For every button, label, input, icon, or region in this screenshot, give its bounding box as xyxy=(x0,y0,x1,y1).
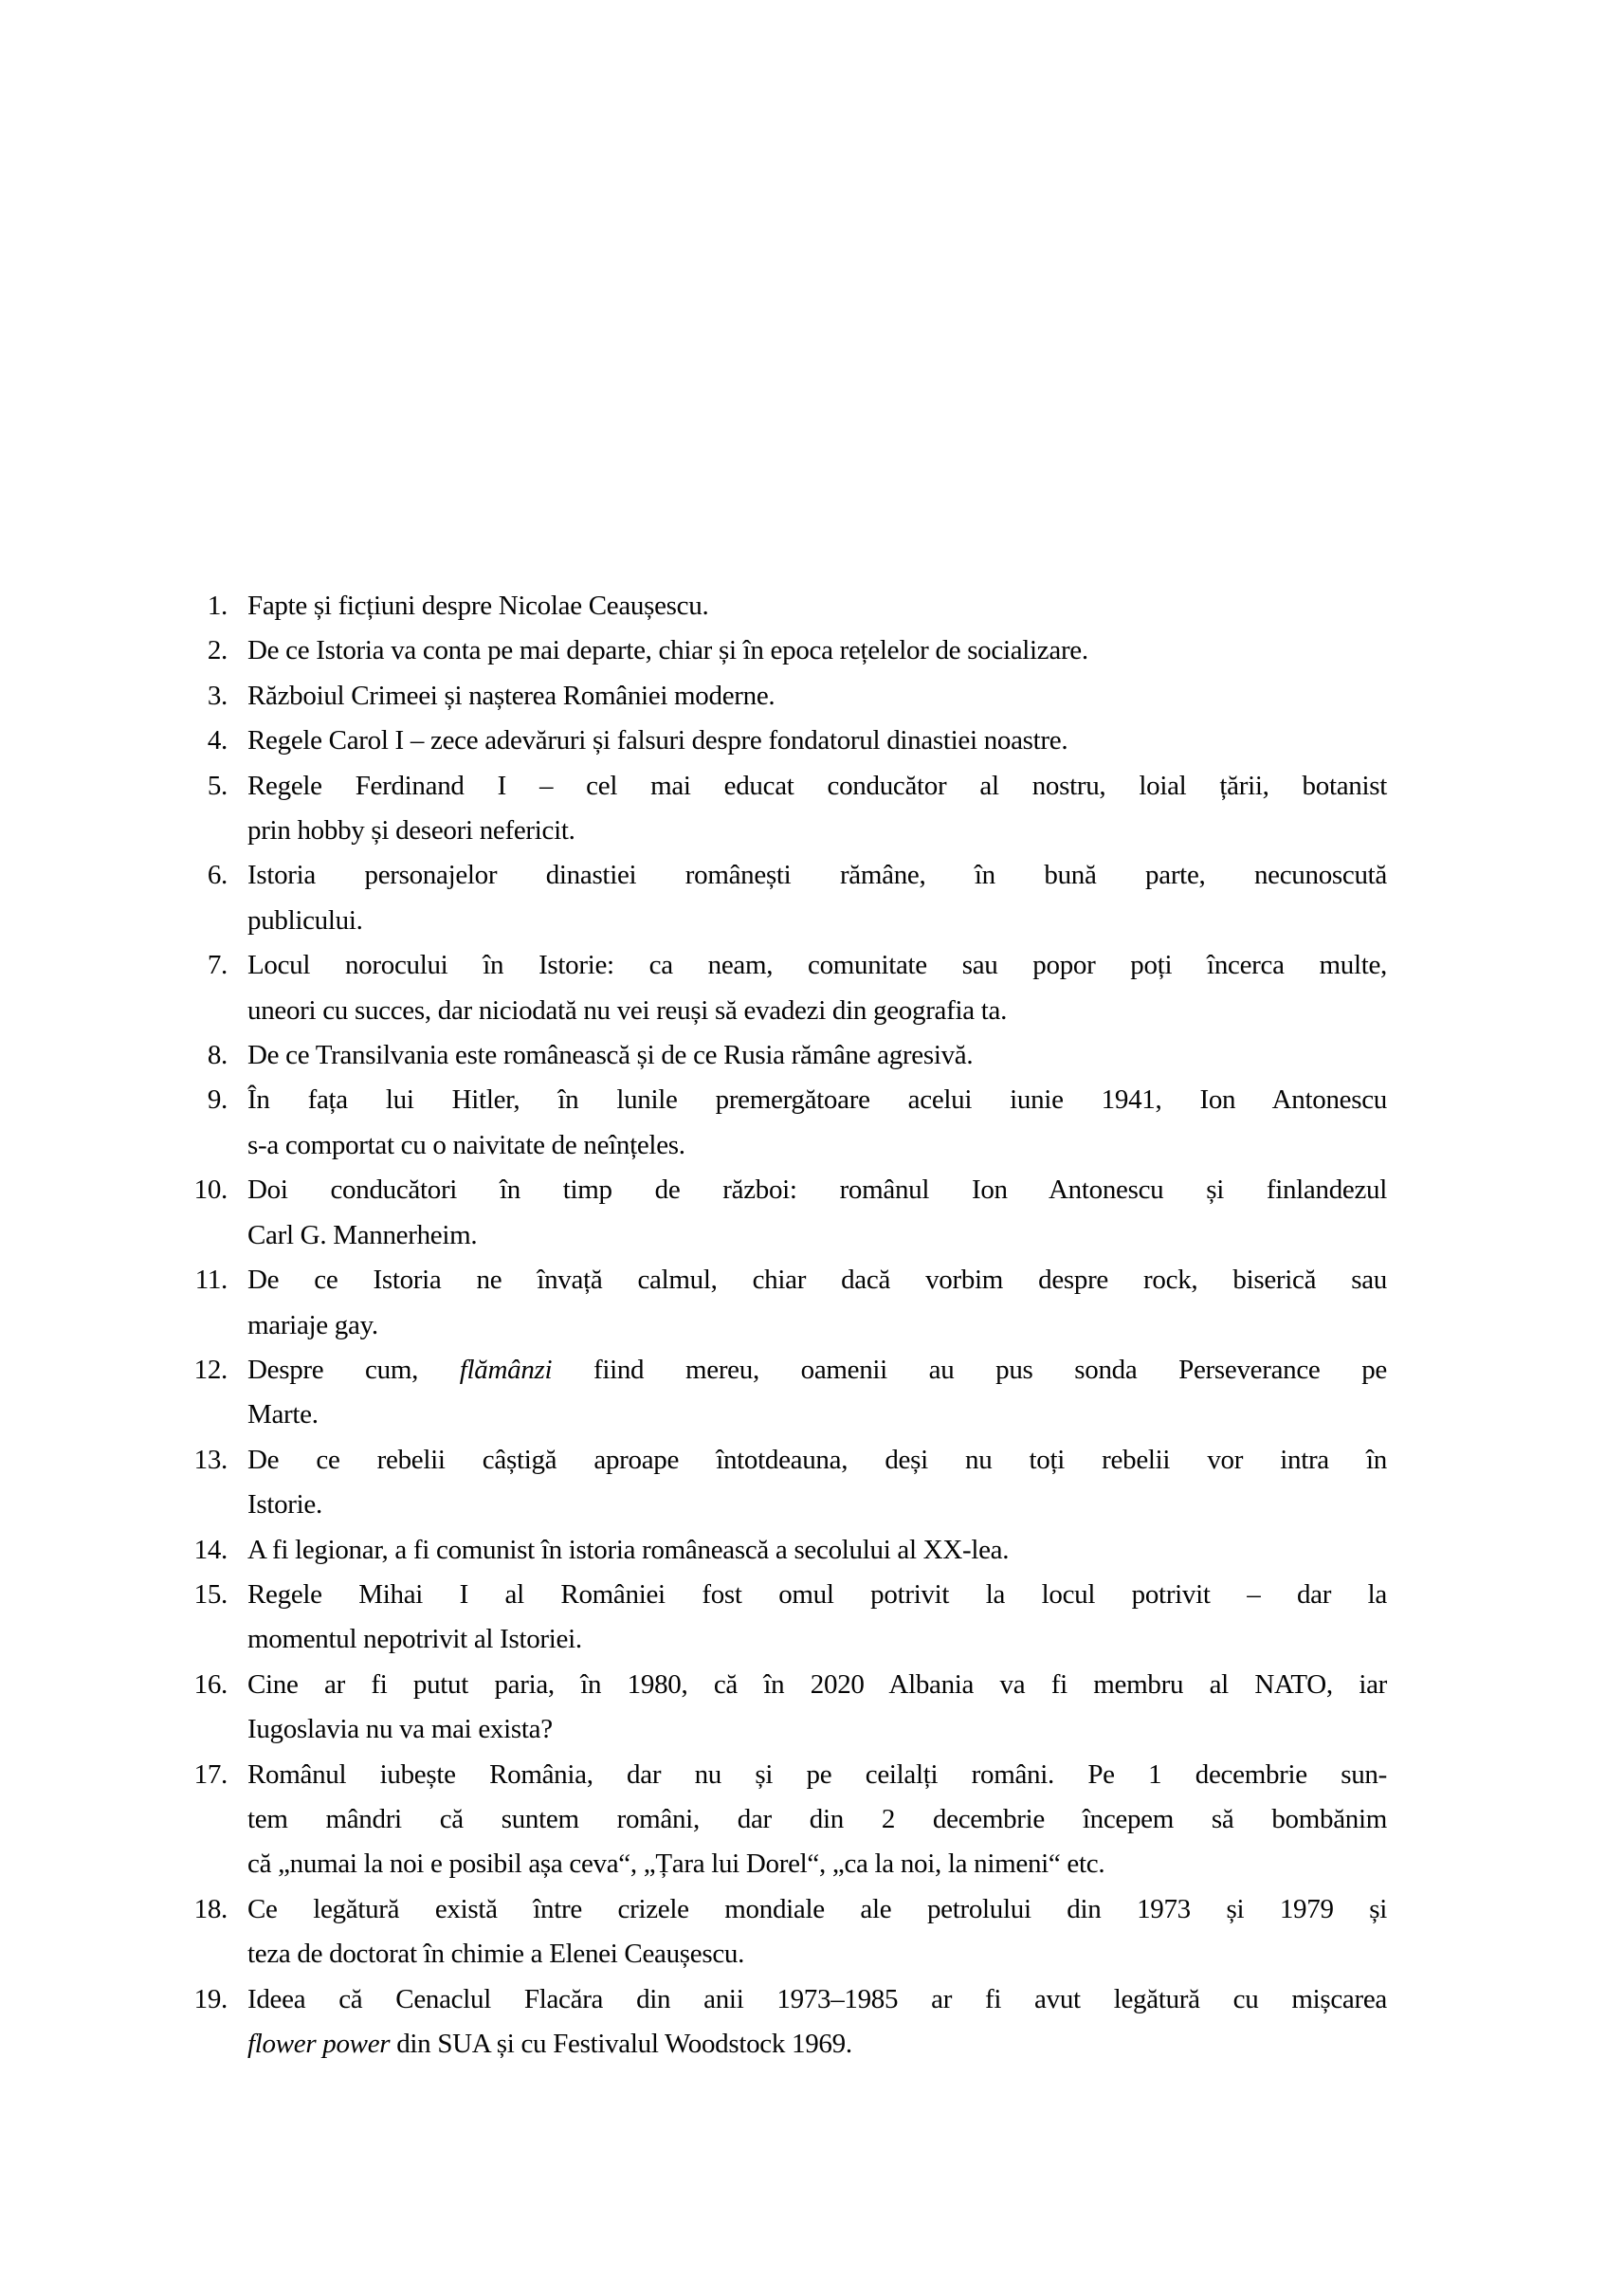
text-run: A fi legionar, a fi comunist în istoria românească a secolului al XX-lea. xyxy=(247,1534,1010,1565)
text-run: momentul nepotrivit al Istoriei. xyxy=(247,1624,582,1655)
list-item xyxy=(180,1078,1387,1168)
text-run: De ce Istoria ne învață calmul, chiar dacă vorbim despre rock, biserică sau xyxy=(247,1265,1387,1296)
list-item xyxy=(180,1258,1387,1348)
text-run: Cine ar fi putut paria, în 1980, că în 2020 Albania va fi membru al NATO, iar xyxy=(247,1668,1387,1700)
italic-run: flower power xyxy=(247,2029,391,2059)
item-line xyxy=(247,1617,1387,1662)
item-line xyxy=(247,1707,1387,1752)
item-number: 19. xyxy=(193,1983,228,2014)
text-run: Carl G. Mannerheim. xyxy=(247,1219,478,1250)
text-run: De ce Transilvania este românească și de ce Rusia rămâne agresivă. xyxy=(247,1040,974,1071)
list-item xyxy=(180,1887,1387,1977)
list-item xyxy=(180,943,1387,1033)
item-line xyxy=(247,899,1387,943)
item-line xyxy=(247,809,1387,853)
text-run: mariaje gay. xyxy=(247,1309,378,1340)
item-number: 7. xyxy=(207,950,228,981)
text-run: Regele Carol I – zece adevăruri și falsuri despre fondatorul dinastiei noastre. xyxy=(247,725,1068,756)
list-item xyxy=(180,1438,1387,1528)
text-run: Locul norocului în Istorie: ca neam, comunitate sau popor poți încerca multe, xyxy=(247,950,1387,981)
text-run: Românul iubește România, dar nu și pe ceilalți români. Pe 1 decembrie sun- xyxy=(247,1758,1387,1790)
item-line xyxy=(247,764,1387,809)
item-number: 14. xyxy=(193,1534,228,1565)
item-line xyxy=(247,1483,1387,1527)
text-run: De ce Istoria va conta pe mai departe, chiar și în epoca rețelelor de socializare. xyxy=(247,635,1088,666)
item-number: 8. xyxy=(207,1040,228,1071)
item-line xyxy=(247,1033,1387,1078)
item-number: 17. xyxy=(193,1758,228,1790)
list-item xyxy=(180,1168,1387,1258)
text-run: Ce legătură există între crizele mondiale ale petrolului din 1973 și 1979 și xyxy=(247,1893,1387,1924)
list-item xyxy=(180,1753,1387,1887)
item-number: 5. xyxy=(207,770,228,801)
list-item xyxy=(180,1033,1387,1078)
item-line xyxy=(247,674,1387,719)
text-run: că „numai la noi e posibil așa ceva“, „Țara lui Dorel“, „ca la noi, la nimeni“ etc. xyxy=(247,1849,1105,1880)
item-line xyxy=(247,1528,1387,1573)
item-line xyxy=(247,1887,1387,1932)
item-line xyxy=(247,628,1387,673)
item-line xyxy=(247,1303,1387,1348)
item-number: 13. xyxy=(193,1444,228,1475)
text-run: Regele Mihai I al României fost omul potrivit la locul potrivit – dar la xyxy=(247,1578,1387,1610)
item-line xyxy=(247,1258,1387,1302)
text-run: Marte. xyxy=(247,1399,319,1430)
text-run: Doi conducători în timp de război: românul Ion Antonescu și finlandezul xyxy=(247,1175,1387,1206)
item-line xyxy=(247,943,1387,988)
item-line xyxy=(247,1123,1387,1168)
item-number: 4. xyxy=(207,725,228,756)
text-run: Fapte și ficțiuni despre Nicolae Ceaușescu. xyxy=(247,591,709,621)
list-item xyxy=(180,584,1387,628)
text-run: Despre cum, xyxy=(247,1354,460,1385)
text-run: În fața lui Hitler, în lunile premergătoare acelui iunie 1941, Ion Antonescu xyxy=(247,1084,1387,1116)
text-run: fiind mereu, oamenii au pus sonda Perseverance pe xyxy=(552,1354,1387,1385)
item-number: 18. xyxy=(193,1893,228,1924)
text-run: publicului. xyxy=(247,904,363,936)
italic-run: flămânzi xyxy=(459,1354,553,1385)
item-number: 3. xyxy=(207,680,228,711)
list-item xyxy=(180,1348,1387,1438)
item-line xyxy=(247,1213,1387,1258)
text-run: prin hobby și deseori nefericit. xyxy=(247,815,575,847)
text-run: uneori cu succes, dar niciodată nu vei reuși să evadezi din geografia ta. xyxy=(247,994,1008,1026)
text-run: Istoria personajelor dinastiei românești rămâne, în bună parte, necunoscută xyxy=(247,860,1387,891)
item-number: 12. xyxy=(193,1354,228,1385)
item-line xyxy=(247,1842,1387,1886)
item-line xyxy=(247,1078,1387,1122)
list-item xyxy=(180,853,1387,943)
text-run: Războiul Crimeei și nașterea României moderne. xyxy=(247,680,776,711)
list-item xyxy=(180,1663,1387,1753)
list-item xyxy=(180,674,1387,719)
item-line xyxy=(247,584,1387,628)
list-item xyxy=(180,1573,1387,1663)
item-line xyxy=(247,2022,1387,2067)
item-line xyxy=(247,1977,1387,2022)
list-item xyxy=(180,764,1387,854)
item-number: 2. xyxy=(207,635,228,666)
list-item xyxy=(180,628,1387,673)
text-run: tem mândri că suntem români, dar din 2 decembrie începem să bombănim xyxy=(247,1803,1387,1834)
item-line xyxy=(247,1663,1387,1707)
item-line xyxy=(247,1932,1387,1976)
text-run: teza de doctorat în chimie a Elenei Ceaușescu. xyxy=(247,1939,745,1970)
item-line xyxy=(247,1797,1387,1842)
text-run: Istorie. xyxy=(247,1489,322,1521)
list-item xyxy=(180,1528,1387,1573)
text-run: din SUA și cu Festivalul Woodstock 1969. xyxy=(390,2029,852,2059)
text-run: s-a comportat cu o naivitate de neînțeles. xyxy=(247,1129,685,1160)
item-number: 16. xyxy=(193,1668,228,1700)
item-line xyxy=(247,719,1387,763)
text-run: Iugoslavia nu va mai exista? xyxy=(247,1714,553,1745)
item-line xyxy=(247,1393,1387,1437)
list-item xyxy=(180,1977,1387,2067)
item-line xyxy=(247,1168,1387,1212)
item-number: 6. xyxy=(207,860,228,891)
text-run: De ce rebelii câștigă aproape întotdeauna, deși nu toți rebelii vor intra în xyxy=(247,1444,1387,1475)
chapter-list xyxy=(180,584,1387,2067)
item-number: 10. xyxy=(193,1175,228,1206)
item-line xyxy=(247,989,1387,1033)
list-item xyxy=(180,719,1387,763)
text-run: Regele Ferdinand I – cel mai educat conducător al nostru, loial țării, botanist xyxy=(247,770,1387,801)
item-line xyxy=(247,1348,1387,1393)
item-number: 15. xyxy=(193,1578,228,1610)
item-number: 9. xyxy=(207,1084,228,1116)
item-line xyxy=(247,853,1387,898)
item-line xyxy=(247,1753,1387,1797)
item-line xyxy=(247,1438,1387,1483)
item-line xyxy=(247,1573,1387,1617)
item-number: 1. xyxy=(207,591,228,621)
text-run: Ideea că Cenaclul Flacăra din anii 1973–1985 ar fi avut legătură cu mișcarea xyxy=(247,1983,1387,2014)
item-number: 11. xyxy=(194,1265,228,1296)
